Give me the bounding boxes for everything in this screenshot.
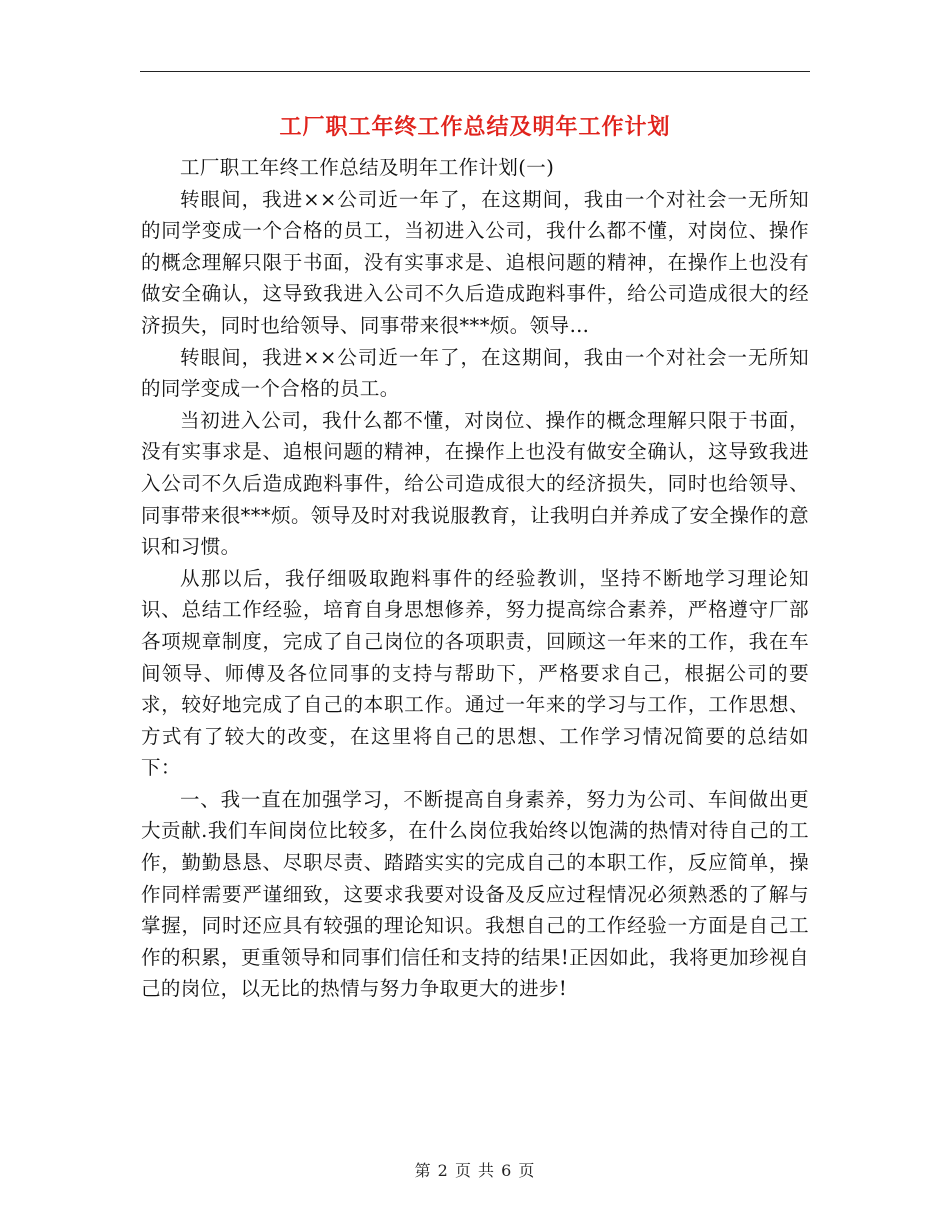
paragraph: 从那以后，我仔细吸取跑料事件的经验教训，坚持不断地学习理论知识、总结工作经验，培育自身思想修养，努力提高综合素养，严格遵守厂部各项规章制度，完成了自己岗位的各项职责，回顾这一年来的工作，我在车间领导、师傅及各位同事的支持与帮助下，严格要求自己，根据公司的要求，较好地完成了自己的本职工作。通过一年来的学习与工作，工作思想、方式有了较大的改变，在这里将自己的思想、工作学习情况简要的总结如下： [141, 566, 809, 780]
page-number: 第 2 页 共 6 页 [414, 1161, 536, 1180]
header-rule [140, 71, 810, 72]
document-title: 工厂职工年终工作总结及明年工作计划 [279, 114, 671, 140]
paragraph: 转眼间，我进××公司近一年了，在这期间，我由一个对社会一无所知的同学变成一个合格的员工，当初进入公司，我什么都不懂，对岗位、操作的概念理解只限于书面，没有实事求是、追根问题的精神，在操作上也没有做安全确认，这导致我进入公司不久后造成跑料事件，给公司造成很大的经济损失，同时也给领导、同事带来很***烦。领导… [141, 187, 809, 337]
document-body [141, 152, 809, 1005]
paragraph: 转眼间，我进××公司近一年了，在这期间，我由一个对社会一无所知的同学变成一个合格的员工。 [141, 345, 809, 401]
paragraph: 当初进入公司，我什么都不懂，对岗位、操作的概念理解只限于书面，没有实事求是、追根问题的精神，在操作上也没有做安全确认，这导致我进入公司不久后造成跑料事件，给公司造成很大的经济损失，同时也给领导、同事带来很***烦。领导及时对我说服教育，让我明白并养成了安全操作的意识和习惯。 [141, 408, 809, 559]
paragraph: 一、我一直在加强学习，不断提高自身素养，努力为公司、车间做出更大贡献.我们车间岗位比较多，在什么岗位我始终以饱满的热情对待自己的工作，勤勤恳恳、尽职尽责、踏踏实实的完成自己的本职工作，反应简单，操作同样需要严谨细致，这要求我要对设备及反应过程情况必须熟悉的了解与掌握，同时还应具有较强的理论知识。我想自己的工作经验一方面是自己工作的积累，更重领导和同事们信任和支持的结果!正因如此，我将更加珍视自己的岗位，以无比的热情与努力争取更大的进步! [141, 787, 809, 1001]
paragraph-subtitle: 工厂职工年终工作总结及明年工作计划(一) [180, 156, 555, 179]
